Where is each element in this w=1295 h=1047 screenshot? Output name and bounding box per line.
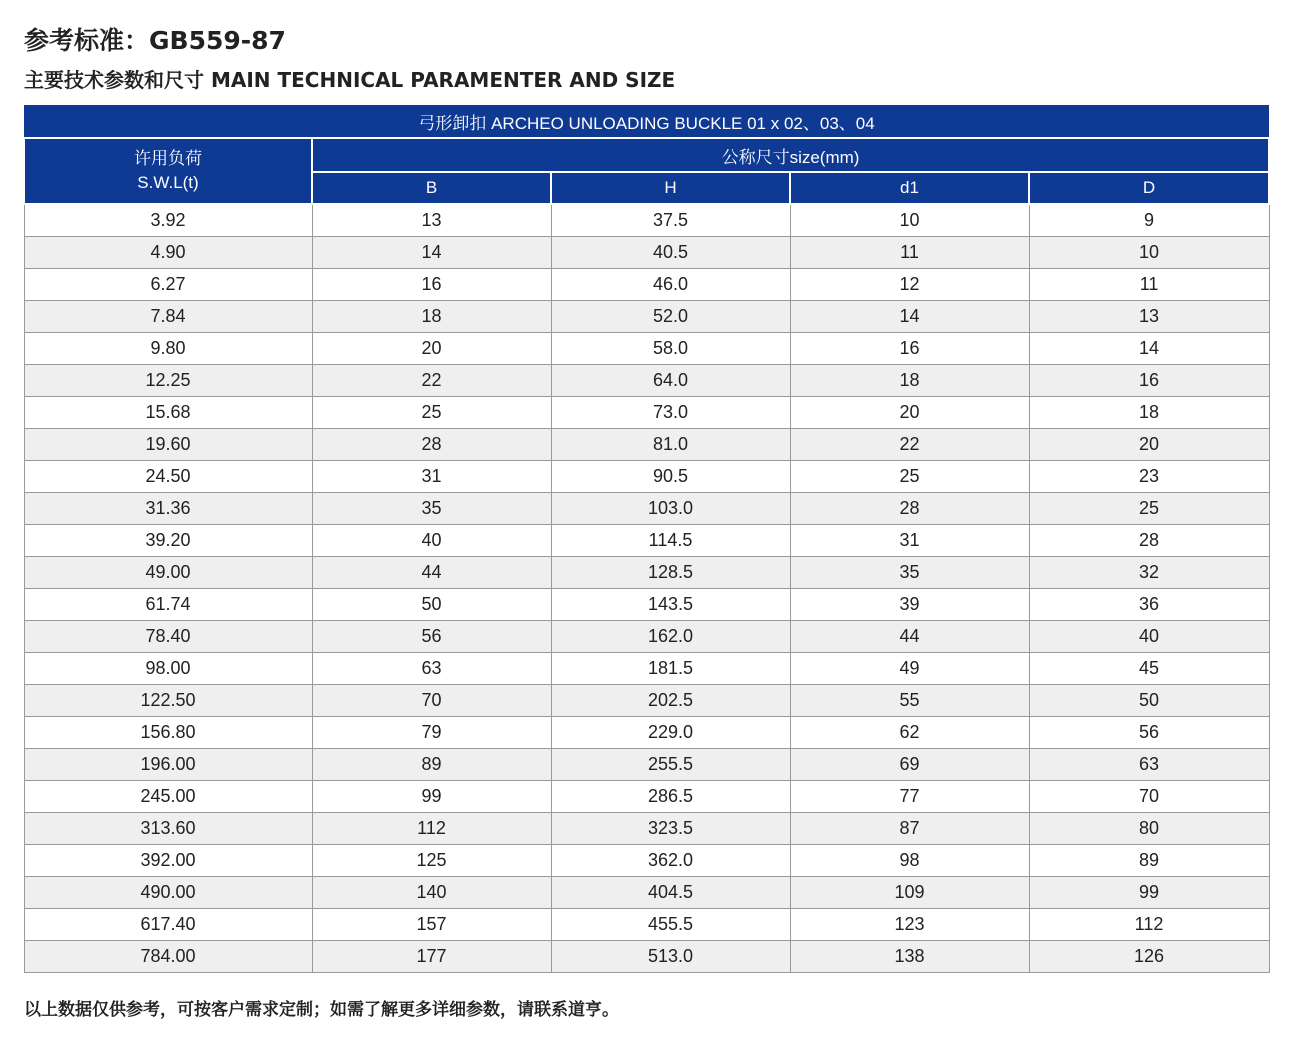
specification-table: [23, 105, 1270, 973]
table-row: [24, 877, 1269, 909]
cell-d: 32: [1029, 557, 1269, 589]
column-header-d: D: [1029, 172, 1269, 204]
cell-swl: 19.60: [24, 429, 312, 461]
cell-d1: 98: [790, 845, 1029, 877]
cell-b: 112: [312, 813, 551, 845]
cell-h: 128.5: [551, 557, 790, 589]
table-row: [24, 717, 1269, 749]
cell-b: 28: [312, 429, 551, 461]
swl-header-line1: 许用负荷: [134, 149, 202, 168]
cell-h: 143.5: [551, 589, 790, 621]
table-row: [24, 653, 1269, 685]
cell-b: 140: [312, 877, 551, 909]
cell-h: 455.5: [551, 909, 790, 941]
swl-header-line2: S.W.L(t): [137, 173, 199, 192]
cell-h: 37.5: [551, 204, 790, 237]
table-row: [24, 621, 1269, 653]
cell-b: 157: [312, 909, 551, 941]
cell-b: 177: [312, 941, 551, 973]
cell-d1: 16: [790, 333, 1029, 365]
cell-d: 126: [1029, 941, 1269, 973]
cell-b: 14: [312, 237, 551, 269]
cell-swl: 784.00: [24, 941, 312, 973]
cell-swl: 4.90: [24, 237, 312, 269]
cell-swl: 12.25: [24, 365, 312, 397]
cell-d1: 109: [790, 877, 1029, 909]
table-row: [24, 429, 1269, 461]
cell-swl: 7.84: [24, 301, 312, 333]
table-row: [24, 813, 1269, 845]
cell-h: 58.0: [551, 333, 790, 365]
cell-b: 56: [312, 621, 551, 653]
cell-b: 20: [312, 333, 551, 365]
table-row: [24, 557, 1269, 589]
cell-d: 89: [1029, 845, 1269, 877]
cell-d1: 22: [790, 429, 1029, 461]
cell-h: 202.5: [551, 685, 790, 717]
cell-h: 323.5: [551, 813, 790, 845]
cell-swl: 39.20: [24, 525, 312, 557]
cell-swl: 156.80: [24, 717, 312, 749]
cell-h: 181.5: [551, 653, 790, 685]
cell-swl: 245.00: [24, 781, 312, 813]
cell-d1: 31: [790, 525, 1029, 557]
cell-b: 22: [312, 365, 551, 397]
table-row: [24, 397, 1269, 429]
cell-b: 25: [312, 397, 551, 429]
cell-swl: 313.60: [24, 813, 312, 845]
cell-h: 90.5: [551, 461, 790, 493]
cell-d: 14: [1029, 333, 1269, 365]
cell-d: 70: [1029, 781, 1269, 813]
cell-b: 31: [312, 461, 551, 493]
cell-d: 25: [1029, 493, 1269, 525]
cell-d1: 14: [790, 301, 1029, 333]
standard-title: 参考标准：GB559-87: [24, 26, 286, 55]
cell-d: 112: [1029, 909, 1269, 941]
table-row: [24, 781, 1269, 813]
cell-d: 13: [1029, 301, 1269, 333]
cell-d1: 39: [790, 589, 1029, 621]
table-header: [24, 105, 1269, 204]
cell-h: 114.5: [551, 525, 790, 557]
cell-d1: 12: [790, 269, 1029, 301]
section-subtitle: 主要技术参数和尺寸 MAIN TECHNICAL PARAMENTER AND SIZE: [24, 68, 676, 92]
footnote: 以上数据仅供参考，可按客户需求定制；如需了解更多详细参数，请联系道亨。: [24, 1000, 619, 1020]
cell-h: 404.5: [551, 877, 790, 909]
swl-header: [24, 138, 312, 204]
table-row: [24, 365, 1269, 397]
size-group-header: 公称尺寸size(mm): [312, 138, 1269, 172]
cell-d1: 44: [790, 621, 1029, 653]
cell-swl: 3.92: [24, 204, 312, 237]
column-header-d1: d1: [790, 172, 1029, 204]
cell-h: 40.5: [551, 237, 790, 269]
cell-swl: 49.00: [24, 557, 312, 589]
cell-d1: 55: [790, 685, 1029, 717]
cell-b: 18: [312, 301, 551, 333]
cell-d: 50: [1029, 685, 1269, 717]
cell-d1: 25: [790, 461, 1029, 493]
cell-h: 255.5: [551, 749, 790, 781]
table-row: [24, 333, 1269, 365]
table-body: [24, 204, 1269, 973]
cell-d: 63: [1029, 749, 1269, 781]
cell-d1: 10: [790, 204, 1029, 237]
cell-d: 36: [1029, 589, 1269, 621]
table-row: [24, 204, 1269, 237]
cell-d1: 123: [790, 909, 1029, 941]
cell-d1: 20: [790, 397, 1029, 429]
cell-d: 18: [1029, 397, 1269, 429]
cell-b: 35: [312, 493, 551, 525]
cell-h: 52.0: [551, 301, 790, 333]
cell-h: 64.0: [551, 365, 790, 397]
cell-h: 46.0: [551, 269, 790, 301]
table-row: [24, 685, 1269, 717]
cell-d: 16: [1029, 365, 1269, 397]
cell-b: 50: [312, 589, 551, 621]
cell-swl: 392.00: [24, 845, 312, 877]
cell-h: 162.0: [551, 621, 790, 653]
cell-d1: 69: [790, 749, 1029, 781]
cell-h: 286.5: [551, 781, 790, 813]
cell-swl: 31.36: [24, 493, 312, 525]
table-row: [24, 493, 1269, 525]
cell-d: 56: [1029, 717, 1269, 749]
table-row: [24, 749, 1269, 781]
cell-b: 40: [312, 525, 551, 557]
table-row: [24, 941, 1269, 973]
table-row: [24, 301, 1269, 333]
cell-h: 362.0: [551, 845, 790, 877]
cell-swl: 15.68: [24, 397, 312, 429]
cell-swl: 24.50: [24, 461, 312, 493]
cell-d: 40: [1029, 621, 1269, 653]
cell-swl: 490.00: [24, 877, 312, 909]
cell-b: 13: [312, 204, 551, 237]
cell-d1: 49: [790, 653, 1029, 685]
cell-swl: 6.27: [24, 269, 312, 301]
cell-h: 513.0: [551, 941, 790, 973]
cell-d1: 11: [790, 237, 1029, 269]
cell-b: 89: [312, 749, 551, 781]
cell-d: 99: [1029, 877, 1269, 909]
cell-d: 10: [1029, 237, 1269, 269]
cell-b: 63: [312, 653, 551, 685]
cell-swl: 617.40: [24, 909, 312, 941]
cell-h: 103.0: [551, 493, 790, 525]
cell-swl: 98.00: [24, 653, 312, 685]
cell-h: 229.0: [551, 717, 790, 749]
cell-d: 28: [1029, 525, 1269, 557]
table-row: [24, 461, 1269, 493]
table-row: [24, 909, 1269, 941]
column-header-b: B: [312, 172, 551, 204]
cell-swl: 78.40: [24, 621, 312, 653]
cell-swl: 196.00: [24, 749, 312, 781]
cell-d: 20: [1029, 429, 1269, 461]
table-caption: 弓形卸扣 ARCHEO UNLOADING BUCKLE 01 x 02、03、04: [24, 105, 1269, 138]
cell-d: 11: [1029, 269, 1269, 301]
cell-swl: 122.50: [24, 685, 312, 717]
cell-swl: 9.80: [24, 333, 312, 365]
cell-d1: 138: [790, 941, 1029, 973]
table-row: [24, 589, 1269, 621]
cell-d1: 62: [790, 717, 1029, 749]
cell-b: 70: [312, 685, 551, 717]
table-row: [24, 525, 1269, 557]
cell-b: 99: [312, 781, 551, 813]
cell-swl: 61.74: [24, 589, 312, 621]
cell-d1: 87: [790, 813, 1029, 845]
cell-d: 9: [1029, 204, 1269, 237]
cell-d: 45: [1029, 653, 1269, 685]
cell-d: 23: [1029, 461, 1269, 493]
cell-d1: 18: [790, 365, 1029, 397]
cell-d1: 28: [790, 493, 1029, 525]
cell-d: 80: [1029, 813, 1269, 845]
cell-b: 16: [312, 269, 551, 301]
cell-h: 73.0: [551, 397, 790, 429]
cell-b: 125: [312, 845, 551, 877]
cell-h: 81.0: [551, 429, 790, 461]
table-row: [24, 269, 1269, 301]
cell-b: 79: [312, 717, 551, 749]
table-row: [24, 845, 1269, 877]
cell-d1: 35: [790, 557, 1029, 589]
cell-d1: 77: [790, 781, 1029, 813]
table-row: [24, 237, 1269, 269]
column-header-h: H: [551, 172, 790, 204]
cell-b: 44: [312, 557, 551, 589]
